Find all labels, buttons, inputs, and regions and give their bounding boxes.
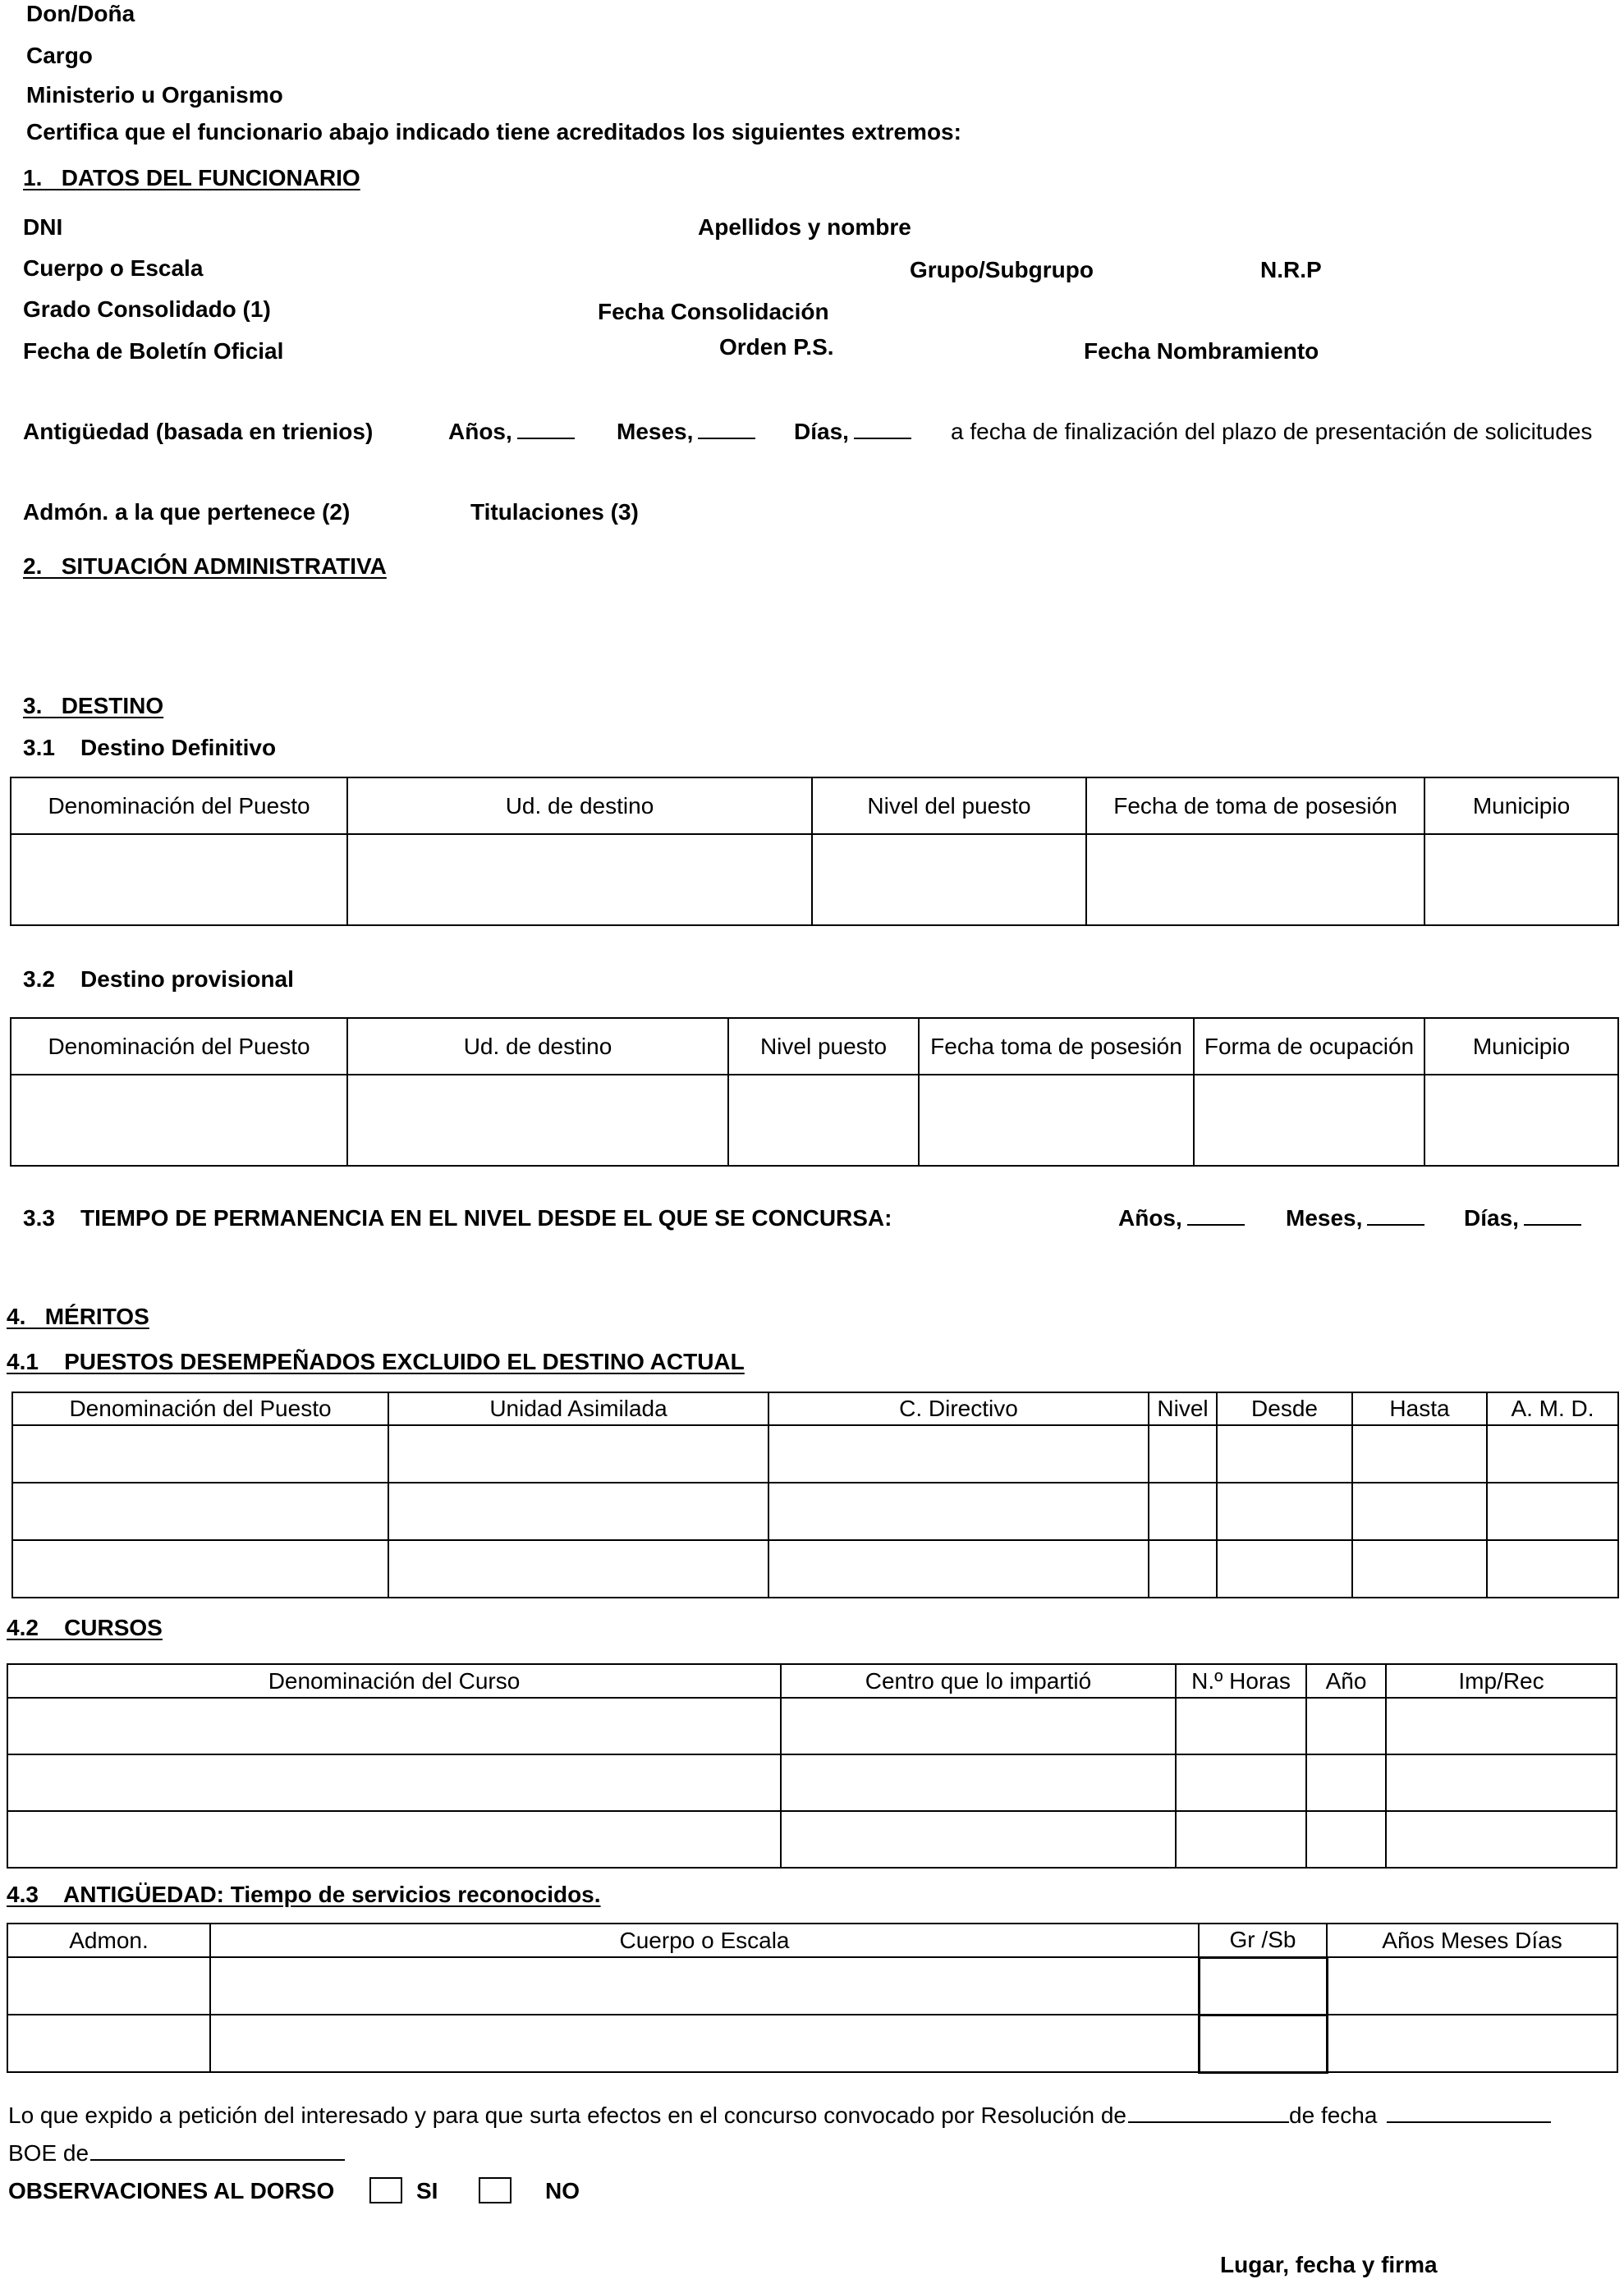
- cursos-cell[interactable]: [7, 1698, 781, 1754]
- antiguedad-meses-field[interactable]: Meses,: [617, 418, 755, 446]
- puestos-cell[interactable]: [1217, 1483, 1352, 1540]
- table-row: [7, 1957, 1617, 2015]
- expido-text: Lo que expido a petición del interesado y para que surta efectos en el concurso convocado por Resolución de de fecha: [8, 2102, 1551, 2130]
- certifica-text: Certifica que el funcionario abajo indicado tiene acreditados los siguientes extremos:: [26, 119, 961, 144]
- cursos-header-denominacion: Denominación del Curso: [7, 1664, 781, 1698]
- cursos-cell[interactable]: [1386, 1754, 1617, 1811]
- si-checkbox[interactable]: [369, 2177, 402, 2203]
- cursos-cell[interactable]: [1386, 1811, 1617, 1868]
- table-row: [12, 1540, 1618, 1598]
- puestos-header-unidad: Unidad Asimilada: [388, 1392, 768, 1425]
- puestos-cell[interactable]: [768, 1483, 1149, 1540]
- admon-label: Admón. a la que pertenece (2): [23, 499, 351, 525]
- def-header-fecha-toma: Fecha de toma de posesión: [1086, 777, 1424, 834]
- puestos-title: 4.1 PUESTOS DESEMPEÑADOS EXCLUIDO EL DESTINO ACTUAL: [7, 1349, 745, 1374]
- antig-cell[interactable]: [7, 2015, 210, 2072]
- puestos-cell[interactable]: [1487, 1425, 1618, 1483]
- antiguedad-table: [7, 1923, 1618, 2074]
- section3-title: 3. DESTINO: [23, 693, 164, 718]
- antiguedad-anos-field[interactable]: Años,: [448, 418, 575, 446]
- def-cell[interactable]: [1086, 834, 1424, 925]
- cursos-cell[interactable]: [1306, 1754, 1386, 1811]
- antig-cell[interactable]: [210, 1957, 1199, 2015]
- prov-header-municipio: Municipio: [1424, 1018, 1618, 1075]
- nrp-label: N.R.P: [1260, 257, 1322, 282]
- antig-cell[interactable]: [1199, 1957, 1327, 2015]
- puestos-cell[interactable]: [1149, 1540, 1217, 1598]
- cursos-title: 4.2 CURSOS: [7, 1615, 163, 1640]
- si-label: SI: [416, 2178, 438, 2203]
- antig-header-cuerpo: Cuerpo o Escala: [210, 1924, 1199, 1957]
- prov-header-forma-ocupacion: Forma de ocupación: [1194, 1018, 1424, 1075]
- table-row: [12, 1425, 1618, 1483]
- antig-header-tiempo: Años Meses Días: [1327, 1924, 1617, 1957]
- prov-cell[interactable]: [919, 1075, 1194, 1166]
- cursos-header-imp-rec: Imp/Rec: [1386, 1664, 1617, 1698]
- grado-label: Grado Consolidado (1): [23, 296, 271, 322]
- table-row: [7, 1811, 1617, 1868]
- antig-cell[interactable]: [1327, 1957, 1617, 2015]
- antig-cell[interactable]: [1199, 2015, 1327, 2072]
- cursos-table: [7, 1663, 1617, 1869]
- cursos-cell[interactable]: [1306, 1698, 1386, 1754]
- permanencia-meses-field[interactable]: Meses,: [1286, 1204, 1424, 1232]
- puestos-cell[interactable]: [388, 1540, 768, 1598]
- puestos-cell[interactable]: [768, 1425, 1149, 1483]
- puestos-cell[interactable]: [388, 1483, 768, 1540]
- antig-header-admon: Admon.: [7, 1924, 210, 1957]
- grupo-label: Grupo/Subgrupo: [910, 257, 1094, 282]
- boe-text: BOE de: [8, 2139, 345, 2167]
- puestos-cell[interactable]: [1217, 1540, 1352, 1598]
- puestos-cell[interactable]: [388, 1425, 768, 1483]
- tiempo-permanencia-label: 3.3 TIEMPO DE PERMANENCIA EN EL NIVEL DESDE EL QUE SE CONCURSA:: [23, 1205, 892, 1231]
- table-row: [7, 1698, 1617, 1754]
- titulaciones-label: Titulaciones (3): [470, 499, 639, 525]
- cargo-label: Cargo: [26, 43, 93, 68]
- ministerio-label: Ministerio u Organismo: [26, 82, 283, 108]
- cursos-cell[interactable]: [1176, 1811, 1306, 1868]
- cursos-cell[interactable]: [781, 1698, 1176, 1754]
- observaciones-label: OBSERVACIONES AL DORSO: [8, 2178, 335, 2203]
- prov-cell[interactable]: [1424, 1075, 1618, 1166]
- def-cell[interactable]: [812, 834, 1086, 925]
- section1-title: 1. DATOS DEL FUNCIONARIO: [23, 165, 360, 190]
- prov-header-ud-destino: Ud. de destino: [347, 1018, 728, 1075]
- puestos-header-nivel: Nivel: [1149, 1392, 1217, 1425]
- permanencia-anos-field[interactable]: Años,: [1118, 1204, 1245, 1232]
- prov-cell[interactable]: [728, 1075, 919, 1166]
- cursos-cell[interactable]: [7, 1754, 781, 1811]
- def-header-nivel: Nivel del puesto: [812, 777, 1086, 834]
- prov-header-denominacion: Denominación del Puesto: [11, 1018, 347, 1075]
- puestos-cell[interactable]: [12, 1483, 388, 1540]
- cursos-cell[interactable]: [7, 1811, 781, 1868]
- cursos-cell[interactable]: [1386, 1698, 1617, 1754]
- prov-header-nivel: Nivel puesto: [728, 1018, 919, 1075]
- antiguedad-dias-field[interactable]: Días,: [794, 418, 911, 446]
- puestos-cell[interactable]: [1217, 1425, 1352, 1483]
- antiguedad-label: Antigüedad (basada en trienios): [23, 419, 374, 444]
- table-row: [7, 1754, 1617, 1811]
- permanencia-dias-field[interactable]: Días,: [1464, 1204, 1581, 1232]
- dni-label: DNI: [23, 214, 63, 240]
- prov-cell[interactable]: [347, 1075, 728, 1166]
- destino-definitivo-table: [10, 777, 1619, 926]
- table-row: [12, 1483, 1618, 1540]
- plazo-text: a fecha de finalización del plazo de presentación de solicitudes: [951, 419, 1593, 444]
- antig-header-grupo: Gr /Sb: [1199, 1924, 1327, 1957]
- table-row: [7, 2015, 1617, 2072]
- puestos-header-hasta: Hasta: [1352, 1392, 1487, 1425]
- destino-definitivo-title: 3.1 Destino Definitivo: [23, 735, 277, 760]
- def-header-ud-destino: Ud. de destino: [347, 777, 812, 834]
- def-cell[interactable]: [347, 834, 812, 925]
- puestos-cell[interactable]: [12, 1540, 388, 1598]
- puestos-header-directivo: C. Directivo: [768, 1392, 1149, 1425]
- antig-cell[interactable]: [1327, 2015, 1617, 2072]
- orden-label: Orden P.S.: [719, 334, 834, 360]
- puestos-cell[interactable]: [1487, 1483, 1618, 1540]
- puestos-header-amd: A. M. D.: [1487, 1392, 1618, 1425]
- def-cell[interactable]: [1424, 834, 1618, 925]
- fecha-consolidacion-label: Fecha Consolidación: [598, 299, 829, 324]
- prov-header-fecha-toma: Fecha toma de posesión: [919, 1018, 1194, 1075]
- def-cell[interactable]: [11, 834, 347, 925]
- fecha-blank[interactable]: [1387, 2103, 1551, 2123]
- cursos-cell[interactable]: [1176, 1754, 1306, 1811]
- antig-cell[interactable]: [7, 1957, 210, 2015]
- cursos-cell[interactable]: [1306, 1811, 1386, 1868]
- puestos-cell[interactable]: [1487, 1540, 1618, 1598]
- apellidos-label: Apellidos y nombre: [698, 214, 911, 240]
- puestos-cell[interactable]: [12, 1425, 388, 1483]
- fecha-nombramiento-label: Fecha Nombramiento: [1084, 338, 1319, 364]
- puestos-table: [11, 1392, 1619, 1598]
- antig-cell[interactable]: [210, 2015, 1199, 2072]
- cursos-header-horas: N.º Horas: [1176, 1664, 1306, 1698]
- puestos-header-desde: Desde: [1217, 1392, 1352, 1425]
- antiguedad-section-title: 4.3 ANTIGÜEDAD: Tiempo de servicios reconocidos.: [7, 1882, 601, 1907]
- cuerpo-label: Cuerpo o Escala: [23, 255, 204, 281]
- prov-cell[interactable]: [1194, 1075, 1424, 1166]
- puestos-cell[interactable]: [1352, 1425, 1487, 1483]
- puestos-header-denominacion: Denominación del Puesto: [12, 1392, 388, 1425]
- cursos-cell[interactable]: [781, 1754, 1176, 1811]
- puestos-cell[interactable]: [1149, 1425, 1217, 1483]
- puestos-cell[interactable]: [1149, 1483, 1217, 1540]
- def-header-municipio: Municipio: [1424, 777, 1618, 834]
- puestos-cell[interactable]: [1352, 1540, 1487, 1598]
- boe-blank[interactable]: [90, 2141, 345, 2161]
- cursos-header-ano: Año: [1306, 1664, 1386, 1698]
- lugar-fecha-firma-label: Lugar, fecha y firma: [1220, 2252, 1438, 2277]
- cursos-cell[interactable]: [1176, 1698, 1306, 1754]
- destino-provisional-table: [10, 1017, 1619, 1167]
- no-label: NO: [545, 2178, 580, 2203]
- section2-title: 2. SITUACIÓN ADMINISTRATIVA: [23, 553, 387, 579]
- section4-title: 4. MÉRITOS: [7, 1304, 149, 1329]
- prov-cell[interactable]: [11, 1075, 347, 1166]
- def-header-denominacion: Denominación del Puesto: [11, 777, 347, 834]
- don-dona-label: Don/Doña: [26, 1, 135, 26]
- puestos-cell[interactable]: [768, 1540, 1149, 1598]
- resolucion-blank[interactable]: [1128, 2103, 1289, 2123]
- puestos-cell[interactable]: [1352, 1483, 1487, 1540]
- fecha-boletin-label: Fecha de Boletín Oficial: [23, 338, 284, 364]
- no-checkbox[interactable]: [479, 2177, 512, 2203]
- cursos-cell[interactable]: [781, 1811, 1176, 1868]
- destino-provisional-title: 3.2 Destino provisional: [23, 966, 294, 992]
- cursos-header-centro: Centro que lo impartió: [781, 1664, 1176, 1698]
